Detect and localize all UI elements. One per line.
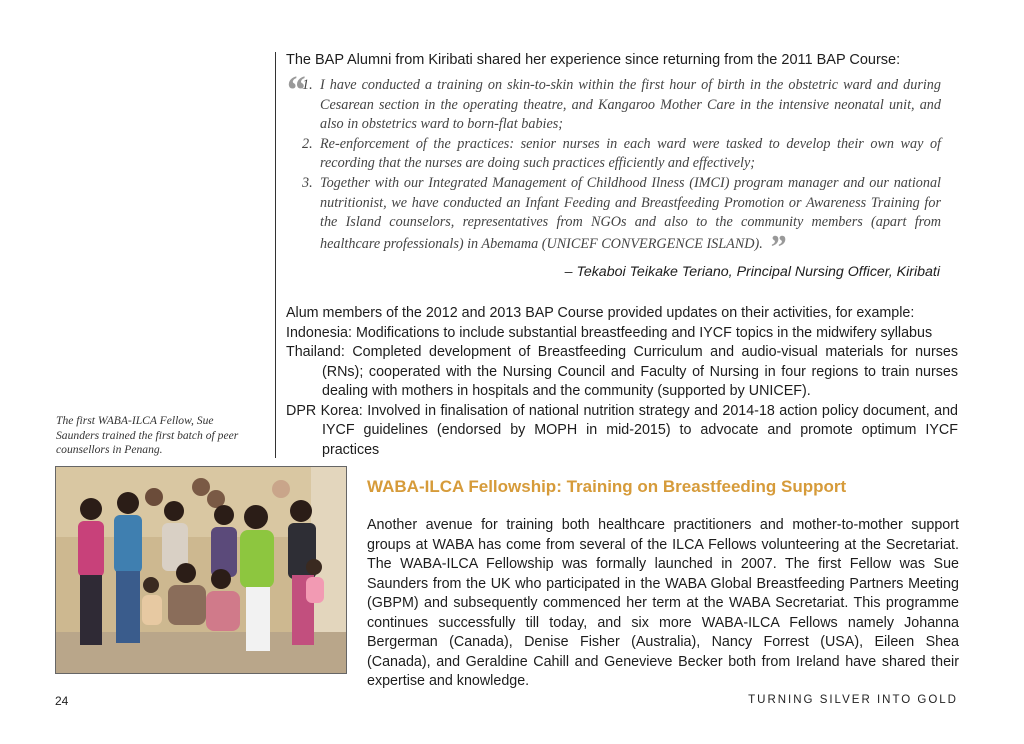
quote-item-number: 3. [302, 174, 313, 191]
testimonial-quote [285, 67, 941, 266]
intro-text: The BAP Alumni from Kiribati shared her experience since returning from the 2011 BAP Course: [286, 52, 901, 68]
update-entry-indonesia: Indonesia: Modifications to include substantial breastfeeding and IYCF topics in the midwifery syllabus [286, 324, 933, 341]
photo-caption: The first WABA-ILCA Fellow, Sue Saunders trained the first batch of peer counsellors in Penang. [56, 414, 239, 457]
group-photo-illustration [56, 467, 347, 674]
open-quote-icon: “ [285, 67, 305, 112]
alumni-updates [286, 304, 958, 460]
updates-lead: Alum members of the 2012 and 2013 BAP Course provided updates on their activities, for example: [286, 305, 915, 321]
quote-item-number: 1. [302, 77, 313, 93]
quote-list [286, 76, 941, 266]
section-title: WABA-ILCA Fellowship: Training on Breastfeeding Support [367, 477, 847, 496]
page-number: 24 [55, 694, 69, 708]
update-entry-thailand: Thailand: Completed development of Breastfeeding Curriculum and audio-visual materials for nurses (RNs); cooperated with the Nursing Council and Faculty of Nursing in four regions to train nurses dealing with mothers in hospitals and the community (supported by UNICEF). [286, 344, 958, 399]
section-body: Another avenue for training both healthcare practitioners and mother-to-mother support groups at WABA has come from several of the ILCA Fellows volunteering at the Secretariat. The WABA-ILCA Fellowship was formally launched in 2007. The first Fellow was Sue Saunders from the UK who participated in the WABA Global Breastfeeding Partners Meeting (GBPM) and subsequently commenced her term at the WABA Secretariat. This programme continues successfully till today, and six more WABA-ILCA Fellows namely Johanna Bergerman (Canada), Denise Fisher (Australia), Nancy Forrest (USA), Eileen Shea (Canada), and Geraldine Cahill and Genevieve Becker both from Ireland have shared their expertise and knowledge. [367, 517, 959, 689]
quote-item-text: I have conducted a training on skin-to-skin within the first hour of birth in the obstetric ward and during Cesarean section in the operating theatre, and Kangaroo Mother Care in the intensive neonatal unit, and also in obstetrics ward to born-flat babies; [320, 77, 941, 133]
running-footer-title: TURNING SILVER INTO GOLD [748, 694, 958, 706]
quote-item-text: Re-enforcement of the practices: senior nurses in each ward were tasked to develop their own way of recording that the nurses are doing such practices efficiently and effectively; [320, 135, 941, 172]
quote-item [286, 76, 941, 135]
quote-item-number: 2. [302, 135, 313, 152]
group-photo [55, 466, 347, 674]
quote-item-text: Together with our Integrated Management of Childhood Ilness (IMCI) program manager and our national nutritionist, we have conducted an Infant Feeding and Breastfeeding Promotion or Awareness Training for the Island counselors, representatives from NGOs and also to the community members (apart from healthcare professionals) in Abemama (UNICEF CONVERGENCE ISLAND). [320, 174, 941, 252]
update-entry-dpr-korea: DPR Korea: Involved in finalisation of national nutrition strategy and 2014-18 action policy document, and IYCF guidelines (endorsed by MOPH in mid-2015) to advocate and promote optimum IYCF practices [286, 402, 958, 458]
column-divider [275, 52, 276, 458]
quote-item [286, 174, 941, 266]
quote-item [286, 135, 941, 174]
quote-attribution: – Tekaboi Teikake Teriano, Principal Nursing Officer, Kiribati [564, 264, 940, 280]
close-quote-icon: ” [768, 228, 786, 266]
